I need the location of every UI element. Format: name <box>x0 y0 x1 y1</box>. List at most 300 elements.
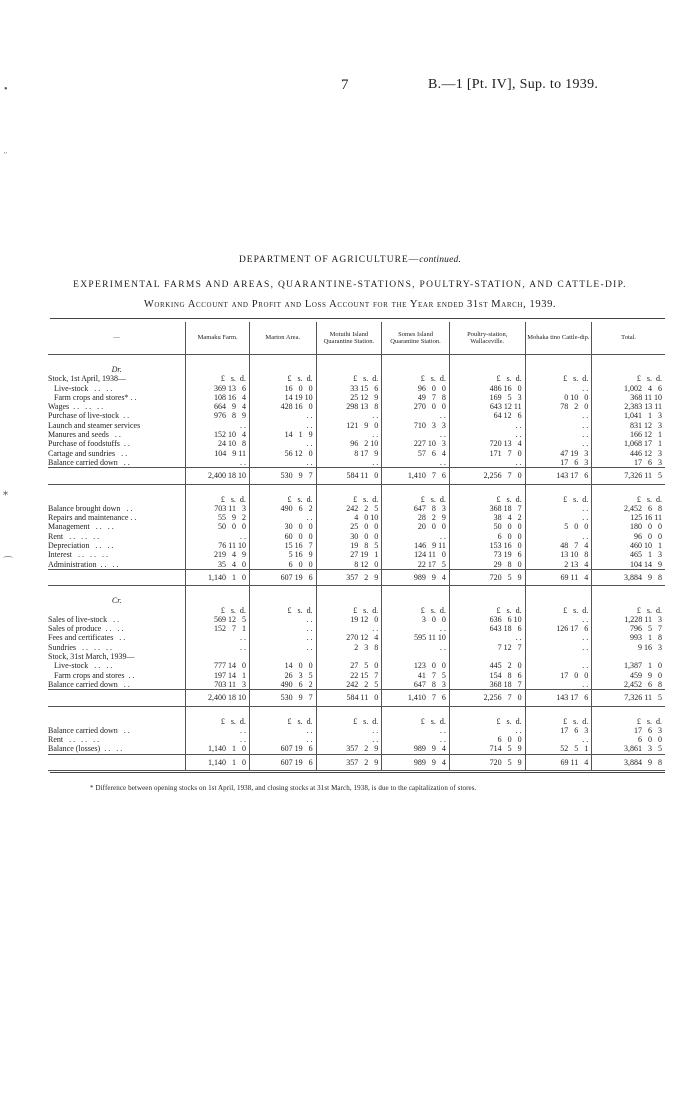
amount-cell: 647 8 3 <box>382 504 450 513</box>
amount-cell: £ s. d. <box>592 606 665 615</box>
amount-cell: . . <box>525 661 592 670</box>
amount-cell: 22 15 7 <box>316 671 382 680</box>
amount-cell <box>249 652 316 661</box>
amount-cell: £ s. d. <box>382 374 450 383</box>
total-cell: 530 9 7 <box>249 690 316 706</box>
total-cell: 357 2 9 <box>316 569 382 585</box>
amount-cell: . . <box>525 439 592 448</box>
amount-cell: 5 0 0 <box>525 522 592 531</box>
spacer-cell <box>382 355 450 366</box>
amount-cell <box>525 652 592 661</box>
amount-cell: 6 0 0 <box>592 735 665 744</box>
total-cell: 720 5 9 <box>449 569 525 585</box>
spacer-cell <box>449 484 525 495</box>
table-row <box>48 735 665 744</box>
row-label: Stock, 1st April, 1938— <box>48 374 127 384</box>
amount-cell <box>316 596 382 605</box>
amount-cell: 17 6 3 <box>592 726 665 735</box>
amount-cell: . . <box>316 458 382 468</box>
row-label: Farm crops and stores* . . <box>48 392 137 402</box>
amount-cell: 180 0 0 <box>592 522 665 531</box>
spacer-cell <box>316 484 382 495</box>
amount-cell: . . <box>525 615 592 624</box>
amount-cell: 125 16 11 <box>592 513 665 522</box>
amount-cell: 8 12 0 <box>316 560 382 570</box>
amount-cell: 490 6 2 <box>249 504 316 513</box>
amount-cell: £ s. d. <box>449 606 525 615</box>
amount-cell: 26 3 5 <box>249 671 316 680</box>
amount-cell: 28 2 9 <box>382 513 450 522</box>
total-cell: 7,326 11 5 <box>592 690 665 706</box>
total-cell: 69 11 4 <box>525 569 592 585</box>
amount-cell: . . <box>249 735 316 744</box>
row-label: Balance carried down . . <box>48 725 130 735</box>
spacer-cell <box>186 586 250 597</box>
total-cell: 3,884 9 8 <box>592 569 665 585</box>
total-cell: 720 5 9 <box>449 754 525 770</box>
amount-cell: 14 19 10 <box>249 393 316 402</box>
amount-cell: . . <box>316 726 382 735</box>
table-row <box>48 744 665 754</box>
margin-mark: ᵕ <box>4 148 7 159</box>
amount-cell: 57 6 4 <box>382 449 450 458</box>
amount-cell: 1,140 1 0 <box>186 744 250 754</box>
amount-cell: 52 5 1 <box>525 744 592 754</box>
spacer-cell <box>382 706 450 717</box>
table-row <box>48 661 665 670</box>
amount-cell: 2 13 4 <box>525 560 592 570</box>
amount-cell: £ s. d. <box>186 717 250 726</box>
amount-cell: 993 1 8 <box>592 633 665 642</box>
amount-cell: 6 0 0 <box>249 560 316 570</box>
amount-cell: 703 11 3 <box>186 504 250 513</box>
amount-cell: 121 9 0 <box>316 421 382 430</box>
amount-cell: 2,452 6 8 <box>592 504 665 513</box>
spacer-cell <box>48 706 186 717</box>
amount-cell: 1,041 1 3 <box>592 411 665 420</box>
row-label: Wages . . . . . . <box>48 402 104 412</box>
table-row <box>48 726 665 735</box>
amount-cell: 104 14 9 <box>592 560 665 570</box>
spacer-cell <box>249 586 316 597</box>
row-label: Balance brought down . . <box>48 503 133 513</box>
amount-cell: 123 0 0 <box>382 661 450 670</box>
amount-cell: £ s. d. <box>186 495 250 504</box>
amount-cell: 445 2 0 <box>449 661 525 670</box>
amount-cell: 7 12 7 <box>449 643 525 652</box>
amount-cell: 1,002 4 6 <box>592 384 665 393</box>
amount-cell: 636 6 10 <box>449 615 525 624</box>
amount-cell: 6 0 0 <box>449 735 525 744</box>
row-label: Sales of produce . . . . <box>48 624 124 634</box>
amount-cell: £ s. d. <box>382 606 450 615</box>
table-row <box>48 717 665 726</box>
table-row <box>48 652 665 661</box>
amount-cell: 298 13 8 <box>316 402 382 411</box>
amount-cell: 64 12 6 <box>449 411 525 420</box>
document-reference: B.—1 [Pt. IV], Sup. to 1939. <box>428 77 599 92</box>
amount-cell: . . <box>186 458 250 468</box>
amount-cell: 368 18 7 <box>449 504 525 513</box>
amount-cell: 446 12 3 <box>592 449 665 458</box>
amount-cell <box>316 652 382 661</box>
side-heading: Cr. <box>111 596 122 606</box>
amount-cell: 55 9 2 <box>186 513 250 522</box>
amount-cell: 19 8 5 <box>316 541 382 550</box>
amount-cell: . . <box>382 411 450 420</box>
row-label <box>48 606 186 615</box>
amount-cell: . . <box>449 726 525 735</box>
total-cell: 530 9 7 <box>249 468 316 484</box>
spacer-cell <box>525 586 592 597</box>
spacer-cell <box>525 484 592 495</box>
margin-mark: • <box>4 84 8 95</box>
table-row <box>48 421 665 430</box>
total-cell: 69 11 4 <box>525 754 592 770</box>
amount-cell <box>449 652 525 661</box>
amount-cell: . . <box>382 458 450 468</box>
amount-cell: 2 3 8 <box>316 643 382 652</box>
amount-cell: . . <box>186 726 250 735</box>
amount-cell: . . <box>525 504 592 513</box>
amount-cell: 78 2 0 <box>525 402 592 411</box>
margin-mark: ⌒ <box>3 557 13 568</box>
spacer-cell <box>592 706 665 717</box>
row-label <box>48 495 186 504</box>
amount-cell: 703 11 3 <box>186 680 250 690</box>
amount-cell: £ s. d. <box>186 606 250 615</box>
table-row <box>48 643 665 652</box>
amount-cell: £ s. d. <box>592 495 665 504</box>
amount-cell: 643 18 6 <box>449 624 525 633</box>
total-cell: 989 9 4 <box>382 754 450 770</box>
amount-cell: £ s. d. <box>249 717 316 726</box>
amount-cell: 48 7 4 <box>525 541 592 550</box>
amount-cell: 242 2 5 <box>316 504 382 513</box>
total-cell: 989 9 4 <box>382 569 450 585</box>
amount-cell: . . <box>525 384 592 393</box>
amount-cell <box>592 596 665 605</box>
bottom-rule <box>50 772 665 773</box>
amount-cell: £ s. d. <box>592 717 665 726</box>
amount-cell: 8 17 9 <box>316 449 382 458</box>
amount-cell: 2,383 13 11 <box>592 402 665 411</box>
row-label: Interest . . . . . . <box>48 550 108 560</box>
amount-cell: 796 5 7 <box>592 624 665 633</box>
amount-cell: £ s. d. <box>525 717 592 726</box>
amount-cell: . . <box>186 735 250 744</box>
spacer-cell <box>449 586 525 597</box>
amount-cell: . . <box>525 411 592 420</box>
table-row <box>48 384 665 393</box>
amount-cell: . . <box>382 532 450 541</box>
row-label: Sales of live-stock . . <box>48 614 120 624</box>
amount-cell: 6 0 0 <box>449 532 525 541</box>
table-row <box>48 560 665 570</box>
amount-cell: 49 7 8 <box>382 393 450 402</box>
amount-cell: 14 1 9 <box>249 430 316 439</box>
table-row <box>48 606 665 615</box>
amount-cell: 369 13 6 <box>186 384 250 393</box>
table-row <box>48 541 665 550</box>
total-row <box>48 569 665 585</box>
spacer-cell <box>316 706 382 717</box>
amount-cell <box>382 365 450 374</box>
amount-cell: 17 6 3 <box>525 726 592 735</box>
spacer-cell <box>316 586 382 597</box>
table-row <box>48 411 665 420</box>
amount-cell: £ s. d. <box>449 495 525 504</box>
row-label: Launch and steamer services <box>48 420 141 430</box>
amount-cell: £ s. d. <box>186 374 250 383</box>
amount-cell: 41 7 5 <box>382 671 450 680</box>
amount-cell: 154 8 6 <box>449 671 525 680</box>
amount-cell: . . <box>316 624 382 633</box>
total-cell: 607 19 6 <box>249 569 316 585</box>
row-label: Repairs and maintenance . . <box>48 513 137 523</box>
department-text: DEPARTMENT OF AGRICULTURE— <box>238 255 420 265</box>
spacer-cell <box>592 586 665 597</box>
amount-cell: 710 3 3 <box>382 421 450 430</box>
amount-cell: 197 14 1 <box>186 671 250 680</box>
table-row <box>48 671 665 680</box>
amount-cell: 152 10 4 <box>186 430 250 439</box>
page-number: 7 <box>341 77 349 93</box>
amount-cell: 76 11 10 <box>186 541 250 550</box>
amount-cell: 976 8 9 <box>186 411 250 420</box>
amount-cell: 47 19 3 <box>525 449 592 458</box>
total-cell: 584 11 0 <box>316 468 382 484</box>
amount-cell <box>316 365 382 374</box>
total-cell: 1,410 7 6 <box>382 468 450 484</box>
account-title: Working Account and Profit and Loss Account for the Year ended 31st March, 1939. <box>143 299 557 310</box>
amount-cell: . . <box>382 735 450 744</box>
table-row <box>48 374 665 383</box>
row-label: Balance carried down . . <box>48 679 130 689</box>
table-row <box>48 550 665 559</box>
amount-cell: 124 11 0 <box>382 550 450 559</box>
amount-cell: £ s. d. <box>382 717 450 726</box>
row-label: Fees and certificates . . <box>48 633 126 643</box>
amount-cell: 643 12 11 <box>449 402 525 411</box>
total-cell: 607 19 6 <box>249 754 316 770</box>
amount-cell: . . <box>525 643 592 652</box>
column-header: Somes Island Quarantine Station. <box>382 322 450 355</box>
amount-cell: 5 16 9 <box>249 550 316 559</box>
amount-cell: 227 10 3 <box>382 439 450 448</box>
row-label: Manures and seeds . . <box>48 430 121 440</box>
row-label: Farm crops and stores . . <box>48 670 135 680</box>
amount-cell: 3 0 0 <box>382 615 450 624</box>
row-label <box>48 717 186 726</box>
spacer-cell <box>48 484 186 495</box>
table-row <box>48 633 665 642</box>
section-spacer <box>48 484 665 495</box>
total-cell: 1,410 7 6 <box>382 690 450 706</box>
amount-cell <box>449 365 525 374</box>
row-label: Balance carried down . . <box>48 457 130 467</box>
amount-cell: . . <box>186 421 250 430</box>
amount-cell: . . <box>316 430 382 439</box>
amount-cell: 50 0 0 <box>186 522 250 531</box>
amount-cell <box>382 652 450 661</box>
amount-cell: £ s. d. <box>525 495 592 504</box>
spacer-cell <box>186 484 250 495</box>
table-row <box>48 504 665 513</box>
amount-cell: . . <box>186 532 250 541</box>
amount-cell: 50 0 0 <box>449 522 525 531</box>
amount-cell: 17 0 0 <box>525 671 592 680</box>
amount-cell: 153 16 0 <box>449 541 525 550</box>
amount-cell: . . <box>316 411 382 420</box>
amount-cell: . . <box>449 421 525 430</box>
amount-cell: 2,452 6 8 <box>592 680 665 690</box>
amount-cell: . . <box>525 680 592 690</box>
margin-mark: ⁎ <box>3 487 8 498</box>
amount-cell: 1,228 11 3 <box>592 615 665 624</box>
amount-cell: £ s. d. <box>316 606 382 615</box>
row-label: Purchase of live-stock . . <box>48 411 130 421</box>
amount-cell: 35 4 0 <box>186 560 250 570</box>
row-label: Depreciation . . . . <box>48 541 114 551</box>
amount-cell: . . <box>249 643 316 652</box>
amount-cell: 607 19 6 <box>249 744 316 754</box>
amount-cell: 22 17 5 <box>382 560 450 570</box>
amount-cell: £ s. d. <box>449 717 525 726</box>
amount-cell: 989 9 4 <box>382 744 450 754</box>
amount-cell: 17 6 3 <box>525 458 592 468</box>
amount-cell: 24 10 8 <box>186 439 250 448</box>
table-row <box>48 393 665 402</box>
amount-cell: . . <box>449 458 525 468</box>
table-row <box>48 513 665 522</box>
table-row <box>48 680 665 690</box>
total-label-cell <box>48 569 186 585</box>
amount-cell <box>592 365 665 374</box>
amount-cell: 647 8 3 <box>382 680 450 690</box>
amount-cell: £ s. d. <box>249 606 316 615</box>
amount-cell <box>186 365 250 374</box>
amount-cell: . . <box>525 532 592 541</box>
column-header: Mohaka tino Cattle-dip. <box>525 322 592 355</box>
amount-cell: 56 12 0 <box>249 449 316 458</box>
amount-cell: £ s. d. <box>382 495 450 504</box>
amount-cell: 14 0 0 <box>249 661 316 670</box>
amount-cell: . . <box>186 643 250 652</box>
column-header: — <box>48 322 186 355</box>
amount-cell: . . <box>316 735 382 744</box>
total-cell: 2,256 7 0 <box>449 690 525 706</box>
table-row <box>48 365 665 374</box>
amount-cell: 152 7 1 <box>186 624 250 633</box>
amount-cell: 25 12 9 <box>316 393 382 402</box>
spacer-cell <box>592 484 665 495</box>
row-label: Management . . . . <box>48 522 114 532</box>
amount-cell: 368 11 10 <box>592 393 665 402</box>
amount-cell <box>592 652 665 661</box>
amount-cell: 15 16 7 <box>249 541 316 550</box>
amount-cell: 30 0 0 <box>249 522 316 531</box>
amount-cell: £ s. d. <box>249 495 316 504</box>
amount-cell <box>382 596 450 605</box>
amount-cell: . . <box>382 726 450 735</box>
amount-cell: . . <box>449 430 525 439</box>
amount-cell: 20 0 0 <box>382 522 450 531</box>
amount-cell: 486 16 0 <box>449 384 525 393</box>
table-row <box>48 532 665 541</box>
amount-cell: 569 12 5 <box>186 615 250 624</box>
amount-cell: 777 14 0 <box>186 661 250 670</box>
table-row <box>48 449 665 458</box>
amount-cell: 428 16 0 <box>249 402 316 411</box>
table-header-row <box>48 322 665 355</box>
total-row <box>48 468 665 484</box>
amount-cell: 169 5 3 <box>449 393 525 402</box>
amount-cell: 465 1 3 <box>592 550 665 559</box>
total-row <box>48 690 665 706</box>
section-spacer <box>48 355 665 366</box>
amount-cell: 17 6 3 <box>592 458 665 468</box>
amount-cell <box>249 365 316 374</box>
amount-cell: . . <box>249 615 316 624</box>
amount-cell: 96 0 0 <box>592 532 665 541</box>
amount-cell: . . <box>186 633 250 642</box>
amount-cell: 1,387 1 0 <box>592 661 665 670</box>
spacer-cell <box>382 484 450 495</box>
amount-cell: 96 0 0 <box>382 384 450 393</box>
total-cell: 7,326 11 5 <box>592 468 665 484</box>
table-row <box>48 624 665 633</box>
amount-cell: . . <box>382 430 450 439</box>
total-cell: 143 17 6 <box>525 690 592 706</box>
amount-cell: 270 0 0 <box>382 402 450 411</box>
spacer-cell <box>249 355 316 366</box>
spacer-cell <box>382 586 450 597</box>
total-cell: 2,256 7 0 <box>449 468 525 484</box>
spacer-cell <box>249 484 316 495</box>
top-rule <box>50 318 665 319</box>
table-row <box>48 495 665 504</box>
amount-cell: 73 19 6 <box>449 550 525 559</box>
amount-cell: 13 10 8 <box>525 550 592 559</box>
amount-cell: 460 10 1 <box>592 541 665 550</box>
column-header: Total. <box>592 322 665 355</box>
amount-cell: 166 12 1 <box>592 430 665 439</box>
amount-cell: £ s. d. <box>249 374 316 383</box>
amount-cell: 714 5 9 <box>449 744 525 754</box>
amount-cell <box>525 596 592 605</box>
amount-cell: 9 16 3 <box>592 643 665 652</box>
amount-cell: 219 4 9 <box>186 550 250 559</box>
section-spacer <box>48 706 665 717</box>
spacer-cell <box>48 355 186 366</box>
amount-cell: £ s. d. <box>316 374 382 383</box>
total-cell: 2,400 18 10 <box>186 468 250 484</box>
spacer-cell <box>48 586 186 597</box>
section-spacer <box>48 586 665 597</box>
column-header: Motuihi Island Quarantine Station. <box>316 322 382 355</box>
amount-cell: 29 8 0 <box>449 560 525 570</box>
total-cell: 357 2 9 <box>316 754 382 770</box>
total-label-cell <box>48 690 186 706</box>
row-label: Sundries . . . . . . <box>48 642 112 652</box>
account-table <box>48 322 665 771</box>
amount-cell: 33 15 6 <box>316 384 382 393</box>
department-heading <box>0 255 700 265</box>
amount-cell: 490 6 2 <box>249 680 316 690</box>
spacer-cell <box>316 355 382 366</box>
amount-cell <box>186 596 250 605</box>
